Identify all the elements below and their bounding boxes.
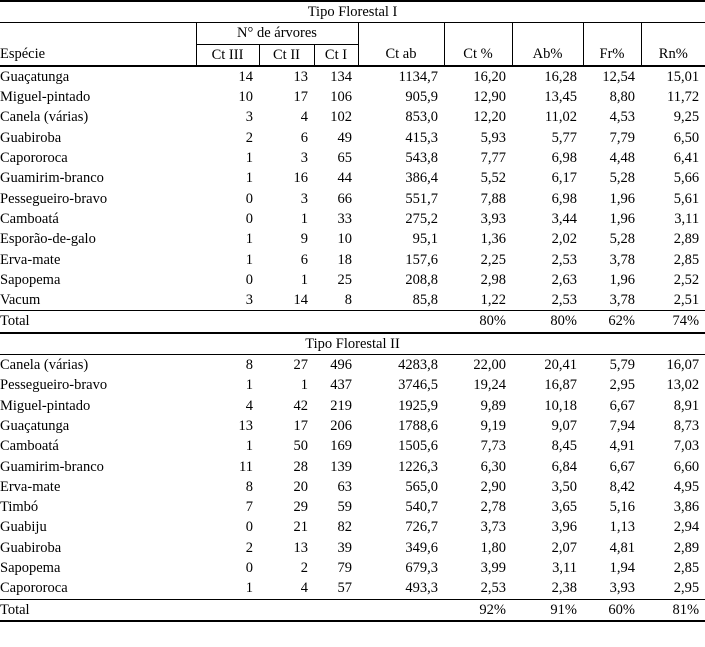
cell-value: 79 [337,560,352,577]
table-row [0,128,705,148]
cell-value: 2,85 [673,251,700,268]
cell-value: 16,28 [544,68,577,85]
cell-value: 2,95 [673,580,700,597]
cell-value: 5,93 [480,129,506,146]
cell-value: 726,7 [405,519,438,536]
section-title-row [0,333,705,355]
species-name: Vacum [0,292,41,309]
cell-value: 157,6 [405,251,438,268]
cell-value: 275,2 [405,210,438,227]
table-body [0,1,705,621]
species-name: Guaçatunga [0,417,70,434]
total-fr-pct: 62% [583,311,641,333]
cell-value: 10 [238,89,253,106]
cell-value: 2,98 [480,271,506,288]
cell-value: 13,02 [666,377,700,394]
cell-value: 3,78 [609,292,635,309]
cell-value: 5,16 [609,499,635,516]
column-header: Ct I [314,44,358,66]
cell-value: 6,30 [480,458,506,475]
cell-value: 905,9 [405,89,438,106]
cell-value: 6 [300,129,308,146]
cell-value: 2 [300,560,308,577]
cell-value: 85,8 [412,292,438,309]
cell-value: 3,44 [551,210,577,227]
cell-value: 5,61 [673,190,700,207]
species-name: Camboatá [0,210,59,227]
header-blank [512,23,583,44]
table-row [0,436,705,456]
cell-value: 3,93 [480,210,506,227]
cell-value: 853,0 [405,109,438,126]
table-row [0,148,705,168]
cell-value: 219 [330,397,352,414]
table-row [0,290,705,311]
species-name: Canela (várias) [0,357,89,374]
total-ab-pct: 80% [512,311,583,333]
header-blank [641,23,705,44]
cell-value: 25 [337,271,352,288]
column-header: Fr% [583,44,641,66]
cell-value: 7,94 [609,417,635,434]
header-blank [0,23,196,44]
species-name: Guabiju [0,519,47,536]
cell-value: 22,00 [473,357,506,374]
cell-value: 1,96 [609,271,635,288]
cell-value: 5,66 [673,170,700,187]
cell-value: 7,77 [480,150,506,167]
cell-value: 2,52 [673,271,700,288]
cell-value: 496 [330,357,352,374]
cell-value: 20 [293,478,308,495]
cell-value: 29 [293,499,308,516]
table-row [0,497,705,517]
table-row [0,416,705,436]
cell-value: 5,77 [551,129,577,146]
cell-value: 2,53 [551,292,577,309]
cell-value: 10,18 [544,397,577,414]
cell-value: 2,51 [673,292,700,309]
cell-value: 437 [330,377,352,394]
cell-value: 2,90 [480,478,506,495]
header-row [0,44,705,66]
species-name: Guaçatunga [0,68,70,85]
species-name: Guabiroba [0,129,62,146]
table-row [0,209,705,229]
cell-value: 206 [330,417,352,434]
total-rn-pct: 74% [641,311,705,333]
cell-value: 0 [245,210,253,227]
cell-value: 4,81 [609,539,635,556]
cell-value: 5,79 [609,357,635,374]
cell-value: 208,8 [405,271,438,288]
cell-value: 44 [337,170,352,187]
cell-value: 12,54 [602,68,635,85]
species-name: Miguel-pintado [0,89,91,106]
cell-value: 9 [300,231,308,248]
cell-value: 3 [300,190,308,207]
cell-value: 9,07 [551,417,577,434]
cell-value: 1 [300,210,308,227]
cell-value: 2,94 [673,519,700,536]
cell-value: 0 [245,190,253,207]
header-blank [583,23,641,44]
cell-value: 3,86 [673,499,700,516]
cell-value: 63 [337,478,352,495]
table-row [0,578,705,599]
species-name: Timbó [0,499,39,516]
cell-value: 1,96 [609,190,635,207]
table-row [0,107,705,127]
cell-value: 17 [293,89,308,106]
total-label: Total [0,311,196,333]
cell-value: 3,50 [551,478,577,495]
cell-value: 3,78 [609,251,635,268]
cell-value: 3,73 [480,519,506,536]
table-row [0,168,705,188]
table-row [0,250,705,270]
species-name: Guabiroba [0,539,62,556]
cell-value: 39 [337,539,352,556]
cell-value: 2,38 [551,580,577,597]
cell-value: 12,20 [473,109,506,126]
cell-value: 3,11 [674,210,700,227]
cell-value: 8 [344,292,352,309]
cell-value: 6,60 [673,458,700,475]
cell-value: 1 [245,580,253,597]
cell-value: 1,96 [609,210,635,227]
species-name: Camboatá [0,438,59,455]
cell-value: 1505,6 [398,438,438,455]
cell-value: 5,28 [609,231,635,248]
cell-value: 16 [293,170,308,187]
cell-value: 3 [300,150,308,167]
cell-value: 2,78 [480,499,506,516]
cell-value: 6,67 [609,397,635,414]
total-blank [196,311,259,333]
cell-value: 42 [293,397,308,414]
cell-value: 6,50 [673,129,700,146]
cell-value: 57 [337,580,352,597]
cell-value: 14 [293,292,308,309]
cell-value: 1,13 [609,519,635,536]
cell-value: 7,03 [673,438,700,455]
total-row [0,311,705,333]
species-name: Pessegueiro-bravo [0,190,108,207]
cell-value: 2,25 [480,251,506,268]
cell-value: 16,87 [544,377,577,394]
cell-value: 8,91 [673,397,700,414]
cell-value: 2,02 [551,231,577,248]
species-name: Pessegueiro-bravo [0,377,108,394]
cell-value: 13,45 [544,89,577,106]
cell-value: 134 [330,68,352,85]
header-blank [444,23,512,44]
cell-value: 13 [293,539,308,556]
cell-value: 17 [293,417,308,434]
header-blank [358,23,444,44]
column-header: Ct II [259,44,314,66]
cell-value: 11,02 [544,109,577,126]
cell-value: 11,72 [666,89,700,106]
total-blank [358,599,444,621]
table-row [0,375,705,395]
cell-value: 4,91 [609,438,635,455]
table-row [0,270,705,290]
cell-value: 1 [245,438,253,455]
cell-value: 1 [245,231,253,248]
cell-value: 2,89 [673,231,700,248]
header-row-group [0,23,705,44]
cell-value: 7,73 [480,438,506,455]
cell-value: 1,22 [480,292,506,309]
table-row [0,189,705,209]
cell-value: 13 [238,417,253,434]
cell-value: 4,48 [609,150,635,167]
cell-value: 1788,6 [398,417,438,434]
cell-value: 4,53 [609,109,635,126]
cell-value: 15,01 [666,68,700,85]
cell-value: 543,8 [405,150,438,167]
cell-value: 28 [293,458,308,475]
species-name: Erva-mate [0,478,61,495]
cell-value: 565,0 [405,478,438,495]
cell-value: 27 [293,357,308,374]
cell-value: 33 [337,210,352,227]
cell-value: 1,94 [609,560,635,577]
species-name: Guamirim-branco [0,170,104,187]
cell-value: 6,98 [551,190,577,207]
cell-value: 1 [245,150,253,167]
cell-value: 13 [293,68,308,85]
cell-value: 1 [245,170,253,187]
table-row [0,66,705,87]
cell-value: 1 [300,377,308,394]
table-row [0,229,705,249]
cell-value: 6,98 [551,150,577,167]
section-title-row [0,1,705,23]
cell-value: 7,88 [480,190,506,207]
total-row [0,599,705,621]
cell-value: 0 [245,519,253,536]
cell-value: 9,19 [480,417,506,434]
column-header: Ab% [512,44,583,66]
cell-value: 102 [330,109,352,126]
table-row [0,477,705,497]
cell-value: 9,25 [673,109,700,126]
table-row [0,538,705,558]
cell-value: 551,7 [405,190,438,207]
cell-value: 2 [245,129,253,146]
cell-value: 4 [245,397,253,414]
total-blank [259,311,314,333]
cell-value: 2,53 [480,580,506,597]
cell-value: 8,73 [673,417,700,434]
cell-value: 10 [337,231,352,248]
cell-value: 1 [245,251,253,268]
cell-value: 106 [330,89,352,106]
cell-value: 14 [238,68,253,85]
cell-value: 3,99 [480,560,506,577]
cell-value: 50 [293,438,308,455]
total-blank [314,599,358,621]
cell-value: 49 [337,129,352,146]
cell-value: 540,7 [405,499,438,516]
cell-value: 4 [300,580,308,597]
table-row [0,558,705,578]
cell-value: 6,67 [609,458,635,475]
cell-value: 0 [245,560,253,577]
column-header: Rn% [641,44,705,66]
cell-value: 8 [245,357,253,374]
cell-value: 1925,9 [398,397,438,414]
species-name: Erva-mate [0,251,61,268]
cell-value: 7 [245,499,253,516]
column-header: Ct ab [358,44,444,66]
total-ct-pct: 80% [444,311,512,333]
total-label: Total [0,599,196,621]
cell-value: 0 [245,271,253,288]
total-ct-pct: 92% [444,599,512,621]
section-title: Tipo Florestal I [0,1,705,23]
cell-value: 4283,8 [398,357,438,374]
table-row [0,396,705,416]
cell-value: 3746,5 [398,377,438,394]
cell-value: 16,07 [666,357,700,374]
cell-value: 3,96 [551,519,577,536]
cell-value: 21 [293,519,308,536]
table-row [0,87,705,107]
total-rn-pct: 81% [641,599,705,621]
cell-value: 8,42 [609,478,635,495]
total-blank [314,311,358,333]
cell-value: 1,80 [480,539,506,556]
cell-value: 169 [330,438,352,455]
cell-value: 6,41 [673,150,700,167]
cell-value: 3,65 [551,499,577,516]
cell-value: 19,24 [473,377,506,394]
species-name: Canela (várias) [0,109,89,126]
cell-value: 6,84 [551,458,577,475]
cell-value: 386,4 [405,170,438,187]
table-row [0,355,705,376]
cell-value: 1 [245,377,253,394]
table-row [0,457,705,477]
species-name: Esporão-de-galo [0,231,96,248]
cell-value: 1 [300,271,308,288]
species-name: Guamirim-branco [0,458,104,475]
cell-value: 82 [337,519,352,536]
cell-value: 139 [330,458,352,475]
total-blank [358,311,444,333]
cell-value: 415,3 [405,129,438,146]
cell-value: 2 [245,539,253,556]
species-name: Sapopema [0,560,61,577]
cell-value: 59 [337,499,352,516]
cell-value: 2,89 [673,539,700,556]
species-name: Capororoca [0,150,68,167]
cell-value: 3,11 [552,560,577,577]
cell-value: 12,90 [473,89,506,106]
total-ab-pct: 91% [512,599,583,621]
cell-value: 2,85 [673,560,700,577]
cell-value: 6,17 [551,170,577,187]
total-fr-pct: 60% [583,599,641,621]
cell-value: 5,52 [480,170,506,187]
cell-value: 8,45 [551,438,577,455]
cell-value: 493,3 [405,580,438,597]
cell-value: 3,93 [609,580,635,597]
total-blank [259,599,314,621]
cell-value: 18 [337,251,352,268]
cell-value: 3 [245,109,253,126]
cell-value: 6 [300,251,308,268]
cell-value: 349,6 [405,539,438,556]
cell-value: 2,63 [551,271,577,288]
cell-value: 5,28 [609,170,635,187]
cell-value: 8 [245,478,253,495]
cell-value: 9,89 [480,397,506,414]
species-name: Sapopema [0,271,61,288]
cell-value: 1134,7 [398,68,438,85]
species-name: Miguel-pintado [0,397,91,414]
cell-value: 8,80 [609,89,635,106]
species-name: Capororoca [0,580,68,597]
section-title: Tipo Florestal II [0,333,705,355]
total-blank [196,599,259,621]
cell-value: 4 [300,109,308,126]
cell-value: 11 [239,458,253,475]
cell-value: 1226,3 [398,458,438,475]
column-header: Ct III [196,44,259,66]
cell-value: 7,79 [609,129,635,146]
cell-value: 1,36 [480,231,506,248]
cell-value: 2,07 [551,539,577,556]
cell-value: 4,95 [673,478,700,495]
cell-value: 65 [337,150,352,167]
table-row [0,517,705,537]
cell-value: 66 [337,190,352,207]
cell-value: 2,95 [609,377,635,394]
column-header: Ct % [444,44,512,66]
cell-value: 3 [245,292,253,309]
cell-value: 2,53 [551,251,577,268]
cell-value: 20,41 [544,357,577,374]
cell-value: 679,3 [405,560,438,577]
header-n-arvores: N° de árvores [196,23,358,44]
column-header: Espécie [0,44,196,66]
cell-value: 95,1 [412,231,438,248]
cell-value: 16,20 [473,68,506,85]
